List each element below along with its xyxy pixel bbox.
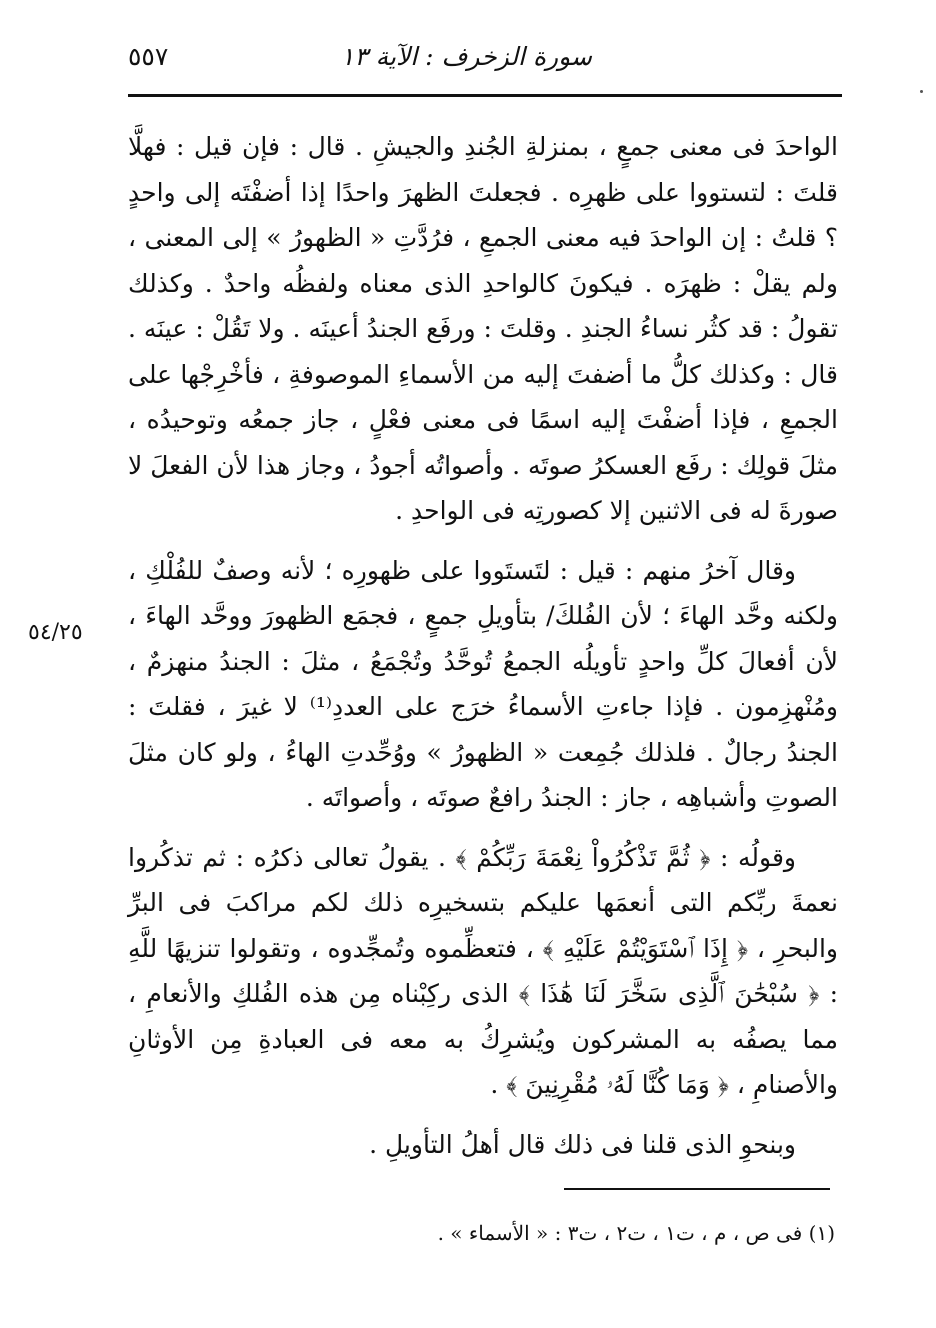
page-number: ٥٥٧ bbox=[128, 42, 169, 71]
margin-reference: ٥٤/٢٥ bbox=[28, 620, 83, 645]
main-text bbox=[128, 124, 838, 1167]
page-header bbox=[128, 36, 842, 84]
footnote: (١) فى ص ، م ، ت١ ، ت٢ ، ت٣ : « الأسماء » . bbox=[437, 1221, 835, 1245]
paragraph-1: الواحدَ فى معنى جمعٍ ، بمنزلةِ الجُندِ والجيشِ . قال : فإن قيل : فهلَّا قلتَ : لتستووا على ظهرِه . فجعلتَ الظهرَ واحدًا إذا أضفْتَه إلى واحدٍ ؟ قلتُ : إن الواحدَ فيه معنى الجمعِ ، فرُدَّتِ « الظهورُ » إلى المعنى ، ولم يقلْ : ظهرَه . فيكونَ كالواحدِ الذى معناه ولفظُه واحدٌ . وكذلك تقولُ : قد كثُر نساءُ الجندِ . وقلتَ : ورفَع الجندُ أعينَه . ولا تَقُلْ : عينَه . قال : وكذلك كلُّ ما أضفتَ إليه من الأسماءِ الموصوفةِ ، فأخْرِجْها على الجمعِ ، فإذا أضفْتَ إليه اسمًا فى معنى فعْلٍ ، جاز جمعُه وتوحيدُه ، مثلَ قولِك : رفَع العسكرُ صوتَه . وأصواتُه أجودُ ، وجاز هذا لأن الفعلَ لا صورةَ له فى الاثنين إلا كصورتِه فى الواحدِ . bbox=[128, 132, 838, 525]
scan-dot bbox=[920, 90, 923, 93]
paragraph-2: وقال آخرُ منهم : قيل : لتَستَووا على ظهورِه ؛ لأنه وصفٌ للفُلْكِ ، ولكنه وحَّد الهاءَ ؛ لأن الفُلكَ/ بتأويلِ جمعٍ ، فجمَع الظهورَ ووحَّد الهاءَ ، لأن أفعالَ كلِّ واحدٍ تأويلُه الجمعُ تُوحَّدُ وتُجْمَعُ ، مثلَ : الجندُ منهزمٌ ، ومُنْهزِمون . فإذا جاءتِ الأسماءُ خرَج على العددِ⁽¹⁾ لا غيرَ ، فقلتَ : الجندُ رجالٌ . فلذلك جُمِعت « الظهورُ » ووُحِّدتِ الهاءُ ، ولو كان مثلَ الصوتِ وأشباهِه ، جاز : الجندُ رافعٌ صوتَه ، وأصواتَه . bbox=[128, 555, 838, 812]
footnote-rule bbox=[564, 1188, 830, 1190]
running-title: سورة الزخرف : الآية ١٣ bbox=[340, 42, 592, 71]
header-rule bbox=[128, 94, 842, 97]
paragraph-4: وبنحوِ الذى قلنا فى ذلك قال أهلُ التأويلِ . bbox=[369, 1129, 796, 1159]
paragraph-3: وقولُه : ﴿ ثُمَّ تَذْكُرُواْ نِعْمَةَ رَبِّكُمْ ﴾ . يقولُ تعالى ذكرُه : ثم تذكُروا نعمةَ ربِّكم التى أنعمَها عليكم بتسخيرِه ذلك لكم مراكبَ فى البرِّ والبحرِ ، ﴿ إِذَا ٱسْتَوَيْتُمْ عَلَيْهِ ﴾ ، فتعظِّموه وتُمجِّدوه ، وتقولوا تنزيهًا للَّهِ : ﴿ سُبْحَٰنَ ٱلَّذِى سَخَّرَ لَنَا هَٰذَا ﴾ الذى ركِبْناه مِن هذه الفُلكِ والأنعامِ ، مما يصفُه به المشركون ويُشرِكُ به معه فى العبادةِ مِن الأوثانِ والأصنامِ ، ﴿ وَمَا كُنَّا لَهُۥ مُقْرِنِينَ ﴾ . bbox=[128, 842, 838, 1099]
